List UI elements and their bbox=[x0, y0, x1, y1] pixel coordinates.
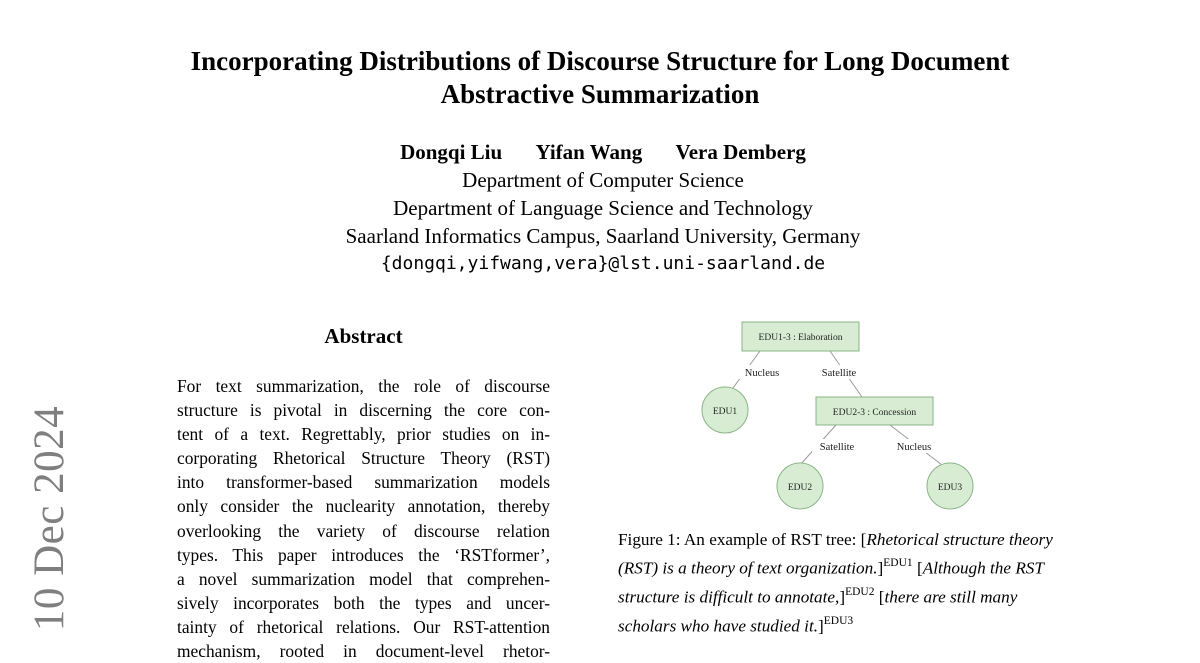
abstract-line: overlooking the variety of discourse relation bbox=[177, 520, 550, 541]
caption-prefix: Figure 1: An example of RST tree: [ bbox=[618, 530, 867, 549]
paper-title bbox=[150, 45, 1050, 111]
abstract-line: structure is pivotal in discerning the core con- bbox=[177, 400, 550, 421]
affiliation: Department of Language Science and Technology bbox=[393, 196, 813, 220]
abstract-line: For text summarization, the role of discourse bbox=[177, 376, 550, 396]
caption-edu1-label: EDU1 bbox=[883, 557, 913, 570]
abstract-line: only consider the nuclearity annotation, thereby bbox=[177, 496, 550, 517]
affiliation: Department of Computer Science bbox=[462, 168, 744, 192]
author-block bbox=[150, 138, 1056, 278]
abstract-line: tainty of rhetorical relations. Our RST-attention bbox=[177, 616, 550, 637]
figure-caption: Figure 1: An example of RST tree: [Rhetorical structure theory (RST) is a theory of text organization.]$^{EDU1}$ [Although the RST structure is difficult to annotate,]$^{EDU2}$ [there are still many scholars who have studied it.]$^{EDU3}$ bbox=[618, 530, 1053, 637]
author-email: {dongqi,yifwang,vera}@lst.uni-saarland.de bbox=[380, 253, 826, 274]
edge-label-satellite: Satellite bbox=[821, 368, 857, 379]
edge-label-nucleus: Nucleus bbox=[744, 368, 780, 379]
abstract-line: sively incorporates both the types and uncer- bbox=[177, 592, 550, 613]
node-edu1-label: EDU1 bbox=[712, 407, 738, 417]
arxiv-date-text: 10 Dec 2024 bbox=[26, 405, 74, 631]
arxiv-date-stamp bbox=[22, 405, 78, 631]
abstract-line: corporating Rhetorical Structure Theory (RST) bbox=[177, 448, 550, 469]
node-edu2-label: EDU2 bbox=[787, 483, 813, 493]
abstract-line: a novel summarization model that comprehen- bbox=[177, 568, 550, 589]
abstract-line: tent of a text. Regrettably, prior studies on in- bbox=[177, 424, 550, 445]
caption-edu1-text: Rhetorical structure theory (RST) is a theory of text organization. bbox=[618, 530, 1053, 579]
author-names bbox=[150, 138, 1056, 166]
affiliation: Saarland Informatics Campus, Saarland University, Germany bbox=[345, 224, 861, 248]
abstract-heading: Abstract bbox=[324, 324, 403, 348]
author-name: Vera Demberg bbox=[675, 140, 806, 164]
caption-edu2-label: EDU2 bbox=[845, 586, 875, 599]
node-root-label: EDU1-3 : Elaboration bbox=[758, 333, 843, 343]
abstract-line: types. This paper introduces the ‘RSTformer’, bbox=[177, 544, 550, 565]
caption-edu3-text: there are still many scholars who have studied it. bbox=[618, 588, 1018, 637]
author-name: Yifan Wang bbox=[535, 140, 643, 164]
node-concession-label: EDU2-3 : Concession bbox=[832, 408, 917, 418]
caption-edu3-label: EDU3 bbox=[823, 615, 854, 628]
caption-edu2-text: Although the RST structure is difficult to annotate, bbox=[618, 559, 1044, 608]
rst-tree-figure bbox=[690, 316, 990, 516]
abstract-line: mechanism, rooted in document-level rhetor- bbox=[177, 641, 550, 662]
paper-title-line-1: Incorporating Distributions of Discourse Structure for Long Document bbox=[190, 46, 1010, 76]
tree-nodes bbox=[702, 322, 973, 509]
node-edu3-label: EDU3 bbox=[937, 483, 963, 493]
paper-title-line-2: Abstractive Summarization bbox=[440, 79, 760, 109]
abstract-body bbox=[177, 374, 550, 663]
edge-label-nucleus: Nucleus bbox=[896, 442, 932, 453]
abstract-line: into transformer-based summarization models bbox=[177, 472, 550, 493]
author-name: Dongqi Liu bbox=[400, 140, 503, 164]
edge-label-satellite: Satellite bbox=[819, 442, 855, 453]
